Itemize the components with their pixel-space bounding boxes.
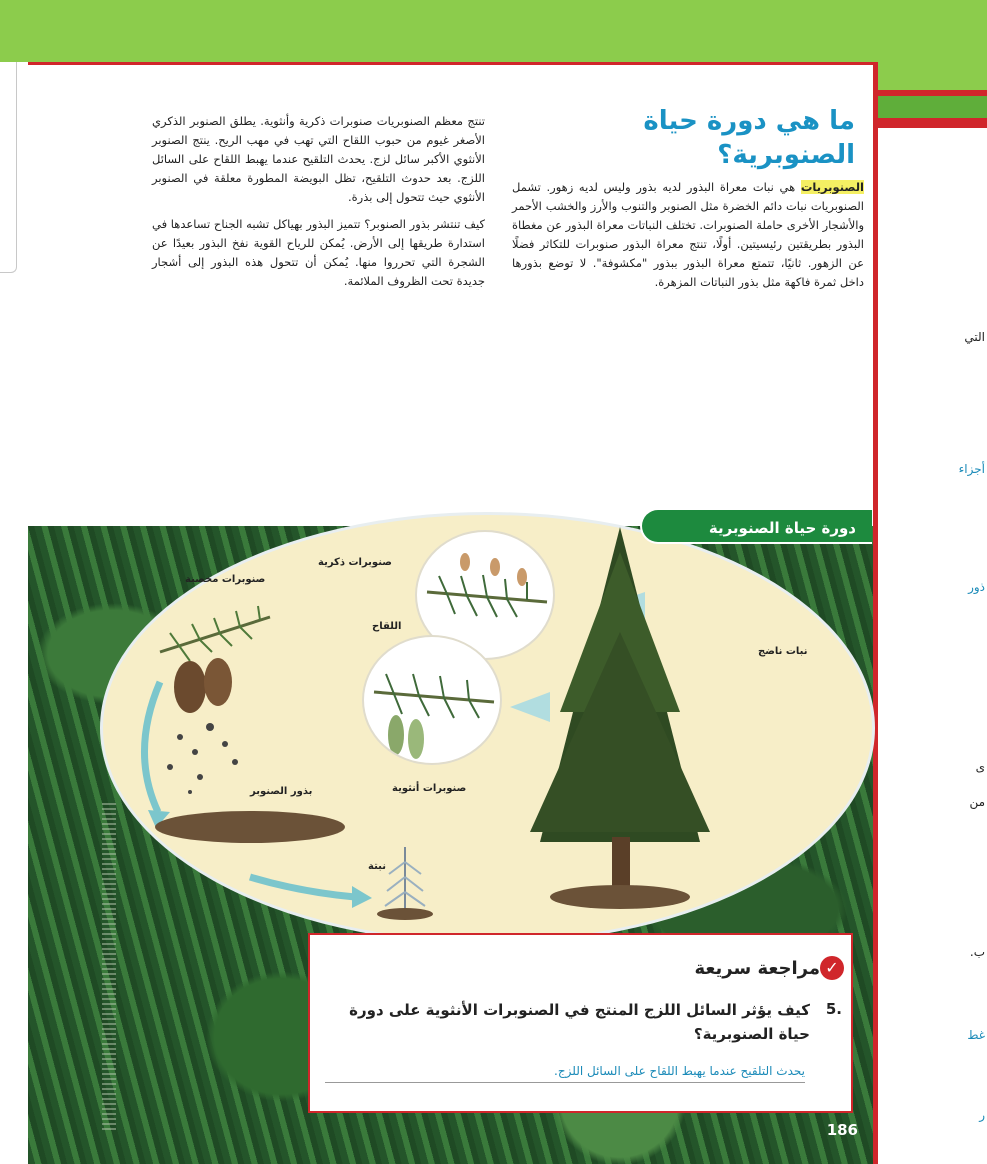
cycle-arrow-bottom [250,877,355,897]
female-cones-circle [362,635,502,765]
side-fragment-5: من [969,795,985,809]
checkmark-icon: ✓ [820,956,844,980]
label-fertilized-cones: صنوبرات مخصبة [185,574,266,585]
label-male-cones: صنوبرات ذكرية [318,557,392,568]
top-green-band [0,0,987,62]
right-column-text: هي نبات معراة البذور لديه بذور وليس لديه زهور. تشمل الصنوبريات نبات دائم الخضرة مثل الصنوبر والتنوب والأرز والخشب الأحمر والأشجار الأخرى حاملة الصنوبرات. تختلف النباتات معراة البذور عن مغطاة البذور بطريقتين رئيسيتين. أولًا، تنتج معراة البذور صنوبرات للتكاثر فضلًا عن الزهور. ثانيًا، تتمتع معراة البذور ببذور "مكشوفة". لا توضع بذورها داخل ثمرة فاكهة مثل بذور النباتات المزهرة. [512,180,864,289]
seedling-drawing [377,847,433,920]
cycle-arrow-bottom-head [352,886,372,908]
highlighted-term: الصنوبريات [800,180,864,194]
cycle-arrow-left [144,682,160,812]
label-pollen: اللقاح [372,621,402,632]
text-column-right [512,178,864,300]
side-fragment-3: ذور [968,580,985,594]
side-fragment-2: أجزاء [958,462,985,476]
side-fragment-1: التي [964,330,985,344]
fertilized-cone-branch [160,606,270,713]
review-answer: يحدث التلقيح عندما يهبط اللقاح على السائل اللزج. [325,1064,805,1083]
question-number: 5. [825,1000,842,1018]
label-mature-plant: نبات ناضج [758,646,808,657]
side-fragment-4: ى [975,760,985,774]
mature-tree-drawing [530,527,710,909]
scattered-seeds [167,723,238,794]
page-number: 186 [826,1121,858,1139]
text-column-left [152,112,485,299]
label-female-cones: صنوبرات أنثوية [392,783,467,794]
previous-page-edge [0,62,17,273]
side-fragment-8: ر [979,1108,985,1122]
next-page-band-dark [878,96,987,118]
side-fragment-6: ب. [969,945,985,959]
left-paragraph-1: تنتج معظم الصنوبريات صنوبرات ذكرية وأنثوية. يطلق الصنوبر الذكري الأصغر غيوم من حبوب اللقاح التي تهب في مهب الريح. ينتج الصنوبر الأنثوي الأكبر سائل لزج. يحدث التلقيح عندما يهبط اللقاح على السائل اللزج. بعد حدوث التلقيح، تظل البويضة المطورة معلقة في الصنوبر الأنثوي حيث تتحول إلى بذرة. [152,114,485,204]
next-page-band [878,62,987,90]
pointer-to-female-cones [510,692,550,722]
lifecycle-title-tab: دورة حياة الصنوبرية [640,508,872,544]
soil-mound [155,811,345,843]
page-heading: ما هي دورة حياة الصنوبرية؟ [643,106,855,170]
quick-review-title: مراجعة سريعة [694,958,820,979]
side-fragment-7: غط [967,1028,985,1042]
review-question: كيف يؤثر السائل اللزج المنتج في الصنوبرات الأنثوية على دورة حياة الصنوبرية؟ [349,1001,810,1043]
label-pine-seeds: بذور الصنوبر [250,786,313,797]
left-paragraph-2: كيف تنتشر بذور الصنوبر؟ تتميز البذور بهياكل تشبه الجناح تساعدها في استدارة طريقها إلى الأرض. يُمكن للرياح القوية نفخ البذور بعيدًا عن الشجرة التي تحرروا منها. يُمكن أن تتحول هذه البذور إلى أشجار جديدة تحت الظروف الملائمة. [152,217,485,288]
female-cones-branch [364,637,502,765]
next-page-red-stripe-2 [878,118,987,128]
label-seedling: نبتة [368,861,386,872]
